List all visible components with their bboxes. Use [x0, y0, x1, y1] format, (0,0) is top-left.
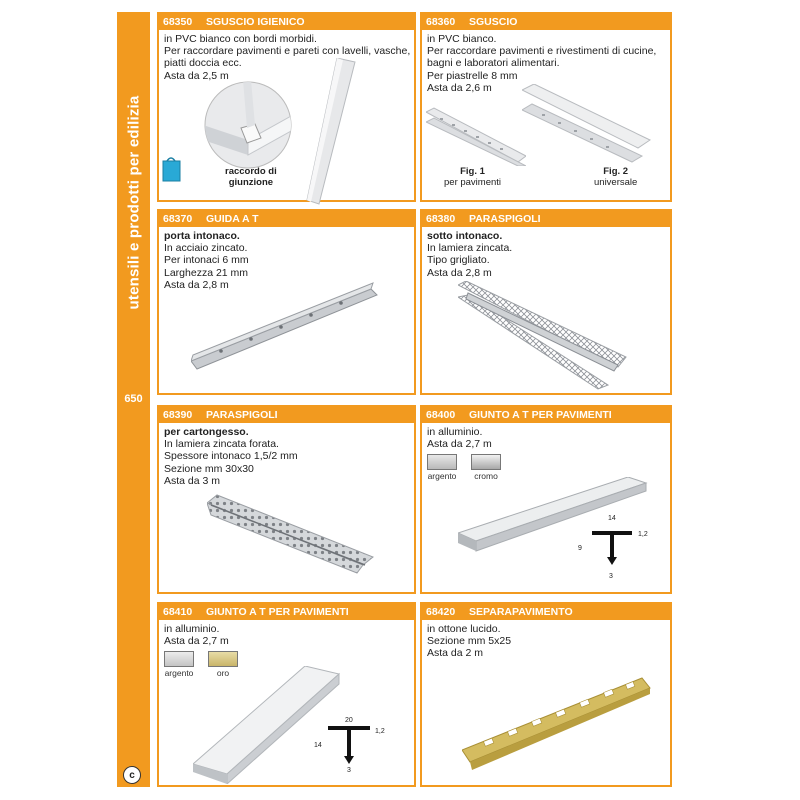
description-line: Larghezza 21 mm	[164, 266, 249, 279]
swatch-chip	[164, 651, 194, 667]
product-code: 68360	[426, 16, 456, 28]
c-logo-icon: c	[123, 766, 141, 784]
t-section-diagram	[587, 525, 637, 573]
product-header	[159, 14, 414, 30]
dim-left: 14	[314, 742, 322, 749]
swatch-argento: argento	[164, 651, 194, 678]
product-code: 68420	[426, 606, 456, 618]
t-section-diagram	[324, 722, 374, 770]
swatch-cromo: cromo	[471, 454, 501, 481]
dim-right: 1,2	[375, 728, 385, 735]
description-line: in PVC bianco.	[427, 33, 497, 45]
product-card-68360	[420, 12, 672, 202]
description-line: In lamiera zincata forata.	[164, 438, 279, 451]
brass-strip-image	[462, 674, 652, 774]
description-line: Asta da 3 m	[164, 474, 221, 487]
description-line: Per raccordare pavimenti e pareti con lavelli, vasche,	[164, 45, 411, 58]
swatch-chip	[208, 651, 238, 667]
description-line: bagni e laboratori alimentari.	[427, 57, 560, 70]
mesh-corner-image	[458, 281, 628, 391]
description-line: Per intonaci 6 mm	[164, 254, 249, 267]
profile-fig1-image	[426, 104, 526, 166]
product-name: SGUSCIO IGIENICO	[206, 16, 305, 28]
swatch-argento: argento	[427, 454, 457, 481]
product-name: PARASPIGOLI	[206, 409, 278, 421]
dim-bottom: 3	[347, 767, 351, 774]
product-name: PARASPIGOLI	[469, 213, 541, 225]
description-line: Asta da 2,7 m	[427, 438, 492, 451]
description-line: Tipo grigliato.	[427, 254, 490, 267]
description-line: Asta da 2,6 m	[427, 81, 492, 94]
fig1-caption: Fig. 1 per pavimenti	[444, 166, 502, 188]
t-joint-image	[193, 666, 343, 784]
description-line: Asta da 2,5 m	[164, 69, 229, 82]
product-card-68370	[157, 209, 416, 395]
description-line: Per piastrelle 8 mm	[427, 69, 518, 82]
product-name: SGUSCIO	[469, 16, 518, 28]
swatch-oro: oro	[208, 651, 238, 678]
product-card-68380	[420, 209, 672, 395]
description-line: Sezione mm 30x30	[164, 462, 254, 475]
product-card-68410	[157, 602, 416, 787]
product-code: 68350	[163, 16, 193, 28]
product-code: 68370	[163, 213, 193, 225]
product-header	[159, 407, 414, 423]
product-header	[159, 211, 414, 227]
dim-bottom: 3	[609, 573, 613, 580]
dim-top: 14	[608, 515, 616, 522]
description-line: In acciaio zincato.	[164, 242, 248, 255]
description-line: Asta da 2,8 m	[427, 266, 492, 279]
description-line: Asta da 2,8 m	[164, 278, 229, 291]
dim-right: 1,2	[638, 531, 648, 538]
description-line: in PVC bianco con bordi morbidi.	[164, 33, 317, 45]
description-line: sotto intonaco.	[427, 230, 503, 242]
swatch-chip	[427, 454, 457, 470]
swatch-chip	[471, 454, 501, 470]
product-card-68420	[420, 602, 672, 787]
product-header	[422, 211, 670, 227]
product-card-68400	[420, 405, 672, 594]
description-line: Per raccordare pavimenti e rivestimenti di cucine,	[427, 45, 657, 58]
product-code: 68400	[426, 409, 456, 421]
dim-left: 9	[578, 545, 582, 552]
product-name: SEPARAPAVIMENTO	[469, 606, 573, 618]
product-card-68350	[157, 12, 416, 202]
description-line: porta intonaco.	[164, 230, 240, 242]
product-card-68390	[157, 405, 416, 594]
dim-top: 20	[345, 717, 353, 724]
description-line: in ottone lucido.	[427, 623, 501, 635]
profile-image	[297, 58, 357, 206]
product-code: 68410	[163, 606, 193, 618]
product-header	[159, 604, 414, 620]
description-line: Spessore intonaco 1,5/2 mm	[164, 450, 298, 463]
product-name: GUIDA A T	[206, 213, 259, 225]
description-line: piatti doccia ecc.	[164, 57, 242, 70]
product-code: 68390	[163, 409, 193, 421]
description-line: in alluminio.	[164, 623, 220, 635]
fig2-caption: Fig. 2 universale	[594, 166, 638, 188]
joint-image	[203, 80, 293, 170]
perforated-corner-image	[207, 493, 377, 575]
description-line: Asta da 2 m	[427, 647, 484, 660]
description-line: per cartongesso.	[164, 426, 249, 438]
product-name: GIUNTO A T PER PAVIMENTI	[469, 409, 612, 421]
description-line: in alluminio.	[427, 426, 483, 438]
sidebar-title: utensili e prodotti per edilizia	[125, 95, 142, 309]
description-line: Sezione mm 5x25	[427, 635, 512, 648]
description-line: In lamiera zincata.	[427, 242, 513, 255]
product-header	[422, 14, 670, 30]
description-line: Asta da 2,7 m	[164, 635, 229, 648]
page-number: 650	[124, 393, 143, 405]
product-code: 68380	[426, 213, 456, 225]
product-name: GIUNTO A T PER PAVIMENTI	[206, 606, 349, 618]
t-guide-image	[191, 281, 381, 381]
product-header	[422, 604, 670, 620]
product-header	[422, 407, 670, 423]
caption: raccordo di giunzione	[225, 166, 277, 188]
package-icon	[162, 156, 182, 182]
profile-fig2-image	[522, 84, 652, 164]
